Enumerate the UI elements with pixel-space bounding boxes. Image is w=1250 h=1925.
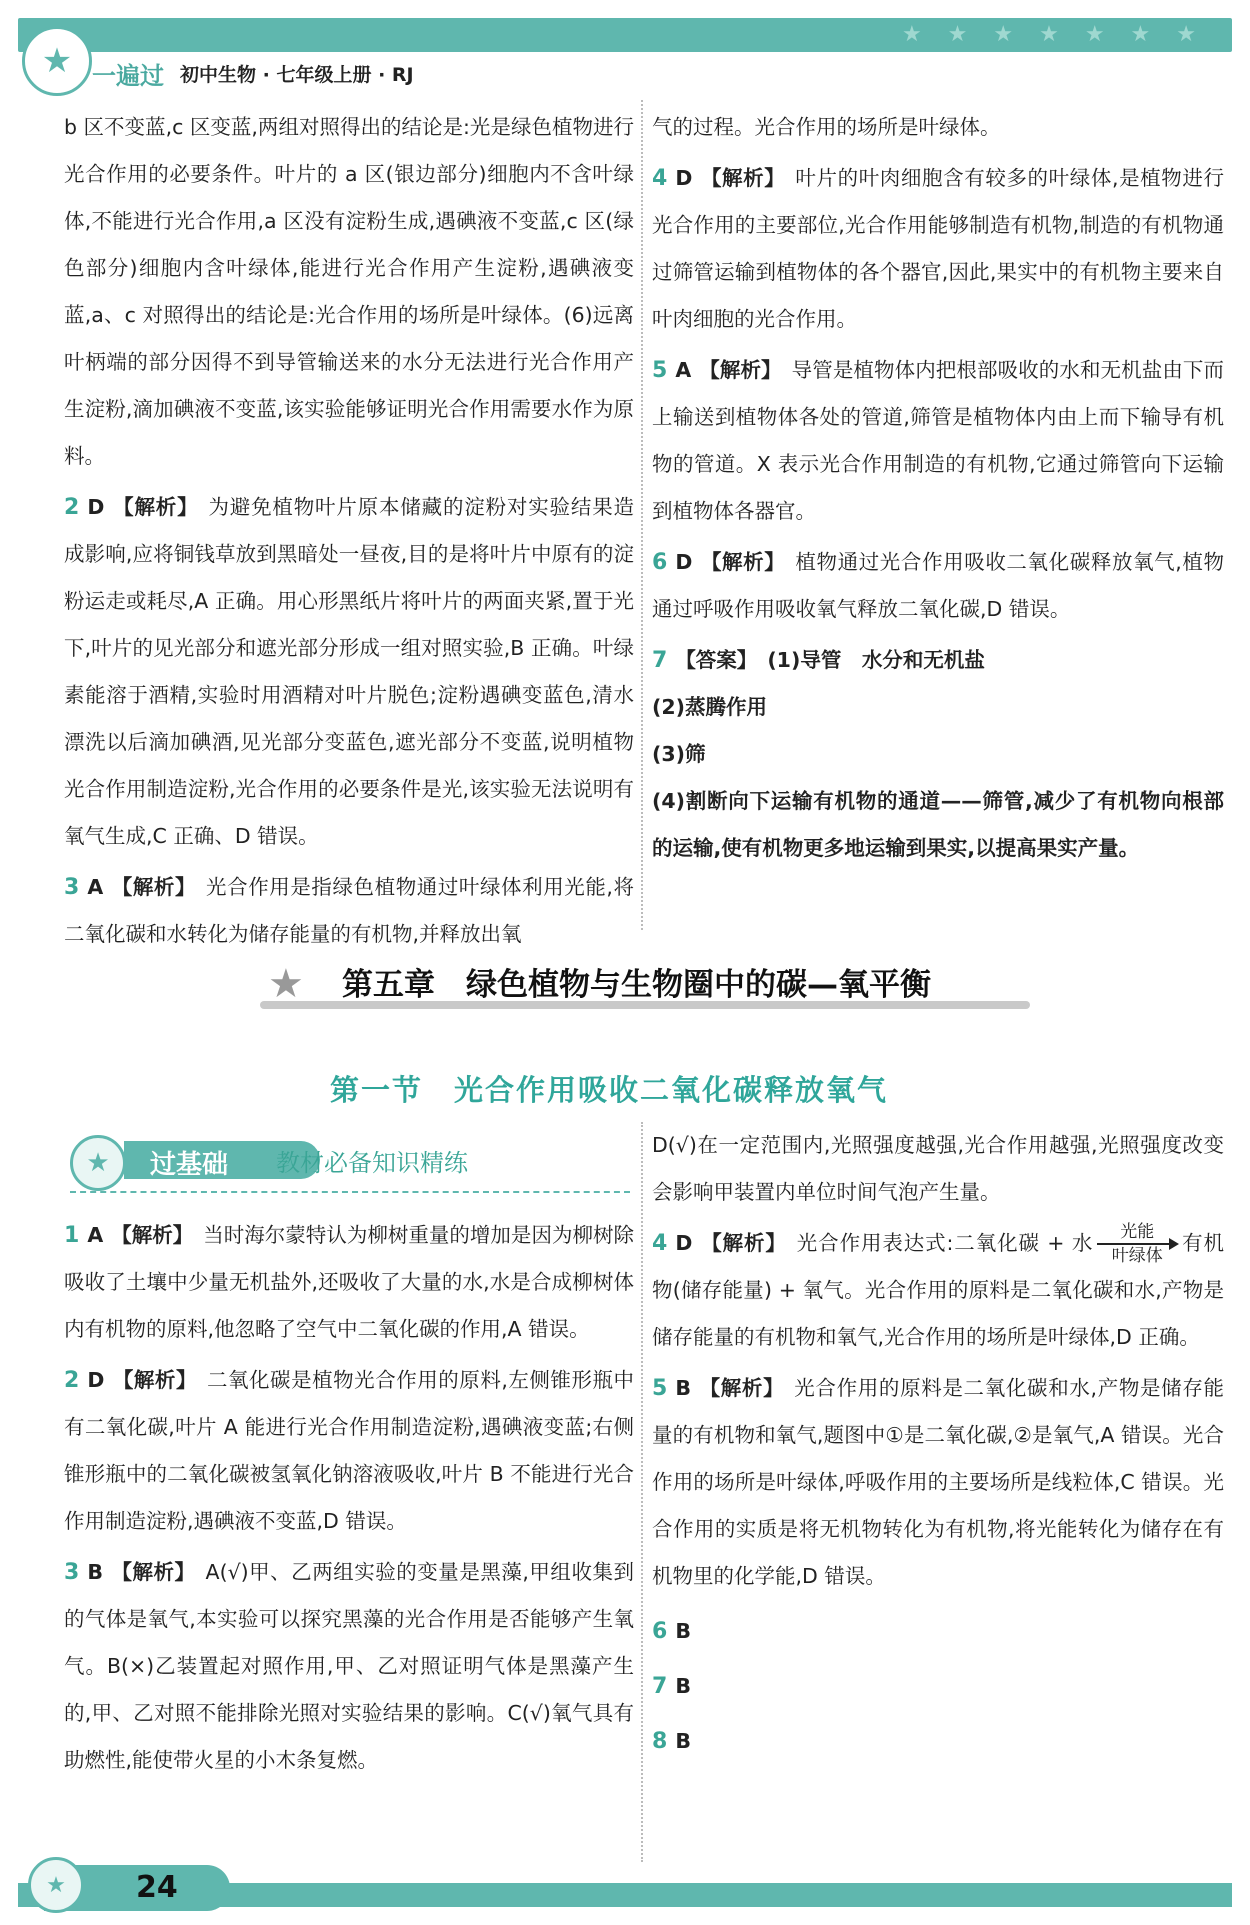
- answer-letter: B: [675, 1674, 691, 1698]
- analysis-text: 叶片的叶肉细胞含有较多的叶绿体,是植物进行光合作用的主要部位,光合作用能够制造有机物,制造的有机物通过筛管运输到植物体的各个器官,因此,果实中的有机物主要来自叶肉细胞的光合作用。: [652, 166, 1225, 331]
- continued-text: D(√)在一定范围内,光照强度越强,光合作用越强,光照强度改变会影响甲装置内单位时间气泡产生量。: [652, 1133, 1224, 1204]
- basics-header: [70, 1135, 630, 1185]
- question-number: 7: [652, 1674, 668, 1699]
- answer-item: [64, 864, 634, 958]
- answer-letter: D: [87, 1368, 105, 1392]
- analysis-tag: 【解析】: [110, 1560, 196, 1584]
- arrow-condition-bottom: 叶绿体: [1111, 1246, 1163, 1266]
- analysis-tag: 【解析】: [700, 550, 786, 574]
- answer-item: [64, 1549, 634, 1784]
- answer-item: [64, 1212, 634, 1353]
- analysis-text: 光合作用的原料是二氧化碳和水,产物是储存能量的有机物和氧气,题图中①是二氧化碳,②是氧气,A 错误。光合作用的场所是叶绿体,呼吸作用的主要场所是线粒体,C 错误。光合作用的实质是将无机物转化为有机物,将光能转化为储存在有机物里的化学能,D 错误。: [652, 1376, 1225, 1588]
- analysis-tag: 【解析】: [112, 1368, 197, 1392]
- arrow-condition-top: 光能: [1120, 1222, 1155, 1242]
- question-number: 3: [64, 1560, 80, 1585]
- dashed-divider: [70, 1191, 630, 1193]
- top-left-column: [64, 104, 634, 958]
- chapter-title: 第五章 绿色植物与生物圈中的碳—氧平衡: [342, 967, 931, 1003]
- answer-line: (1)导管 水分和无机盐: [767, 648, 985, 672]
- answer-item: [652, 347, 1224, 535]
- analysis-text: 光合作用表达式:二氧化碳 + 水: [796, 1231, 1094, 1255]
- continued-text: b 区不变蓝,c 区变蓝,两组对照得出的结论是:光是绿色植物进行光合作用的必要条件。叶片的 a 区(银边部分)细胞内不含叶绿体,不能进行光合作用,a 区没有淀粉生成,遇碘液不变蓝,c 区(绿色部分)细胞内含叶绿体,能进行光合作用产生淀粉,遇碘液变蓝,a、c 对照得出的结论是:光合作用的场所是叶绿体。(6)远离叶柄端的部分因得不到导管输送来的水分无法进行光合作用产生淀粉,滴加碘液不变蓝,该实验能够证明光合作用需要水作为原料。: [64, 115, 634, 468]
- analysis-text: 当时海尔蒙特认为柳树重量的增加是因为柳树除吸收了土壤中少量无机盐外,还吸收了大量的水,水是合成柳树体内有机物的原料,他忽略了空气中二氧化碳的作用,A 错误。: [64, 1223, 634, 1341]
- answer-line: (2)蒸腾作用: [652, 695, 768, 719]
- question-number: 1: [64, 1223, 80, 1248]
- question-number: 4: [652, 166, 668, 191]
- question-number: 4: [652, 1231, 668, 1256]
- analysis-text: 植物通过光合作用吸收二氧化碳释放氧气,植物通过呼吸作用吸收氧气释放二氧化碳,D 错误。: [652, 550, 1225, 621]
- question-number: 2: [64, 495, 80, 520]
- chapter-header: [250, 953, 1030, 1013]
- bottom-left-column: [64, 1212, 634, 1784]
- answer-line: (3)筛: [652, 742, 706, 766]
- question-number: 2: [64, 1368, 80, 1393]
- answer-item: [652, 1663, 1224, 1710]
- analysis-text: 为避免植物叶片原本储藏的淀粉对实验结果造成影响,应将铜钱草放到黑暗处一昼夜,目的是将叶片中原有的淀粉运走或耗尽,A 正确。用心形黑纸片将叶片的两面夹紧,置于光下,叶片的见光部分和遮光部分形成一组对照实验,B 正确。叶绿素能溶于酒精,实验时用酒精对叶片脱色;淀粉遇碘变蓝色,清水漂洗以后滴加碘酒,见光部分变蓝色,遮光部分不变蓝,说明植物光合作用制造淀粉,光合作用的必要条件是光,该实验无法说明有氧气生成,C 正确、D 错误。: [64, 495, 635, 848]
- answer-letter: A: [87, 875, 104, 899]
- answer-letter: B: [87, 1560, 103, 1584]
- question-number: 3: [64, 875, 80, 900]
- analysis-text: A(√)甲、乙两组实验的变量是黑藻,甲组收集到的气体是氧气,本实验可以探究黑藻的光合作用是否能够产生氧气。B(×)乙装置起对照作用,甲、乙对照证明气体是黑藻产生的,甲、乙对照不能排除光照对实验结果的影响。C(√)氧气具有助燃性,能使带火星的小木条复燃。: [64, 1560, 634, 1772]
- answer-letter: B: [675, 1619, 691, 1643]
- star-icon: ★: [268, 961, 304, 1007]
- question-number: 8: [652, 1729, 668, 1754]
- answer-letter: B: [675, 1376, 691, 1400]
- answer-item: [652, 1365, 1224, 1600]
- column-divider: [641, 1122, 643, 1862]
- basics-label: 过基础: [150, 1150, 229, 1180]
- analysis-tag: 【解析】: [700, 1231, 787, 1255]
- analysis-text: 有机物(储存能量) + 氧气。光合作用的原料是二氧化碳和水,产物是储存能量的有机物和氧气,光合作用的场所是叶绿体,D 正确。: [652, 1231, 1225, 1349]
- answer-letter: D: [675, 166, 693, 190]
- star-mascot-icon: ★: [22, 26, 92, 96]
- continued-text: 气的过程。光合作用的场所是叶绿体。: [652, 115, 1001, 139]
- analysis-tag: 【解析】: [700, 166, 786, 190]
- question-number: 5: [652, 358, 668, 383]
- analysis-tag: 【解析】: [699, 358, 782, 382]
- subject-label: 初中生物 · 七年级上册 · RJ: [180, 64, 414, 86]
- star-decoration-icon: ★★★★★★★: [901, 22, 1222, 47]
- section-title: 第一节 光合作用吸收二氧化碳释放氧气: [330, 1073, 889, 1107]
- answer-item: [64, 1357, 634, 1545]
- star-mascot-icon: ★: [70, 1135, 126, 1191]
- answer-item: [652, 155, 1224, 343]
- analysis-text: 导管是植物体内把根部吸收的水和无机盐由下而上输送到植物体各处的管道,筛管是植物体内由上而下输导有机物的管道。X 表示光合作用制造的有机物,它通过筛管向下运输到植物体各器官。: [652, 358, 1225, 523]
- answer-letter: A: [675, 358, 692, 382]
- question-number: 6: [652, 550, 668, 575]
- answer-item: [652, 1608, 1224, 1655]
- answer-item: [652, 637, 1224, 684]
- answer-letter: D: [675, 550, 693, 574]
- question-number: 5: [652, 1376, 668, 1401]
- answer-item: [652, 1718, 1224, 1765]
- analysis-tag: 【解析】: [698, 1376, 785, 1400]
- analysis-text: 二氧化碳是植物光合作用的原料,左侧锥形瓶中有二氧化碳,叶片 A 能进行光合作用制造淀粉,遇碘液变蓝;右侧锥形瓶中的二氧化碳被氢氧化钠溶液吸收,叶片 B 不能进行光合作用制造淀粉,遇碘液不变蓝,D 错误。: [64, 1368, 635, 1533]
- arrow-icon: [1097, 1243, 1177, 1245]
- bottom-right-column: [652, 1122, 1224, 1765]
- question-number: 7: [652, 648, 668, 673]
- answer-line: (4)割断向下运输有机物的通道——筛管,减少了有机物向根部的运输,使有机物更多地运输到果实,以提高果实产量。: [652, 789, 1224, 860]
- column-divider: [641, 100, 643, 930]
- star-mascot-icon: ★: [28, 1857, 84, 1913]
- analysis-tag: 【解析】: [111, 1223, 194, 1247]
- analysis-tag: 【解析】: [112, 495, 199, 519]
- page-number: 24: [136, 1870, 178, 1905]
- top-right-column: [652, 104, 1224, 872]
- answer-letter: A: [87, 1223, 104, 1247]
- answer-tag: 【答案】: [675, 648, 758, 672]
- brand-name: 一遍过: [92, 62, 164, 90]
- answer-item: [652, 1220, 1224, 1361]
- answer-letter: B: [675, 1729, 691, 1753]
- header-band: [18, 18, 1232, 52]
- analysis-text: 光合作用是指绿色植物通过叶绿体利用光能,将二氧化碳和水转化为储存能量的有机物,并释放出氧: [64, 875, 634, 946]
- answer-item: [64, 484, 634, 860]
- answer-item: [652, 539, 1224, 633]
- question-number: 6: [652, 1619, 668, 1644]
- answer-letter: D: [675, 1231, 693, 1255]
- basics-description: 教材必备知识精练: [276, 1149, 468, 1177]
- analysis-tag: 【解析】: [111, 875, 197, 899]
- answer-letter: D: [87, 495, 105, 519]
- reaction-arrow: [1097, 1221, 1177, 1267]
